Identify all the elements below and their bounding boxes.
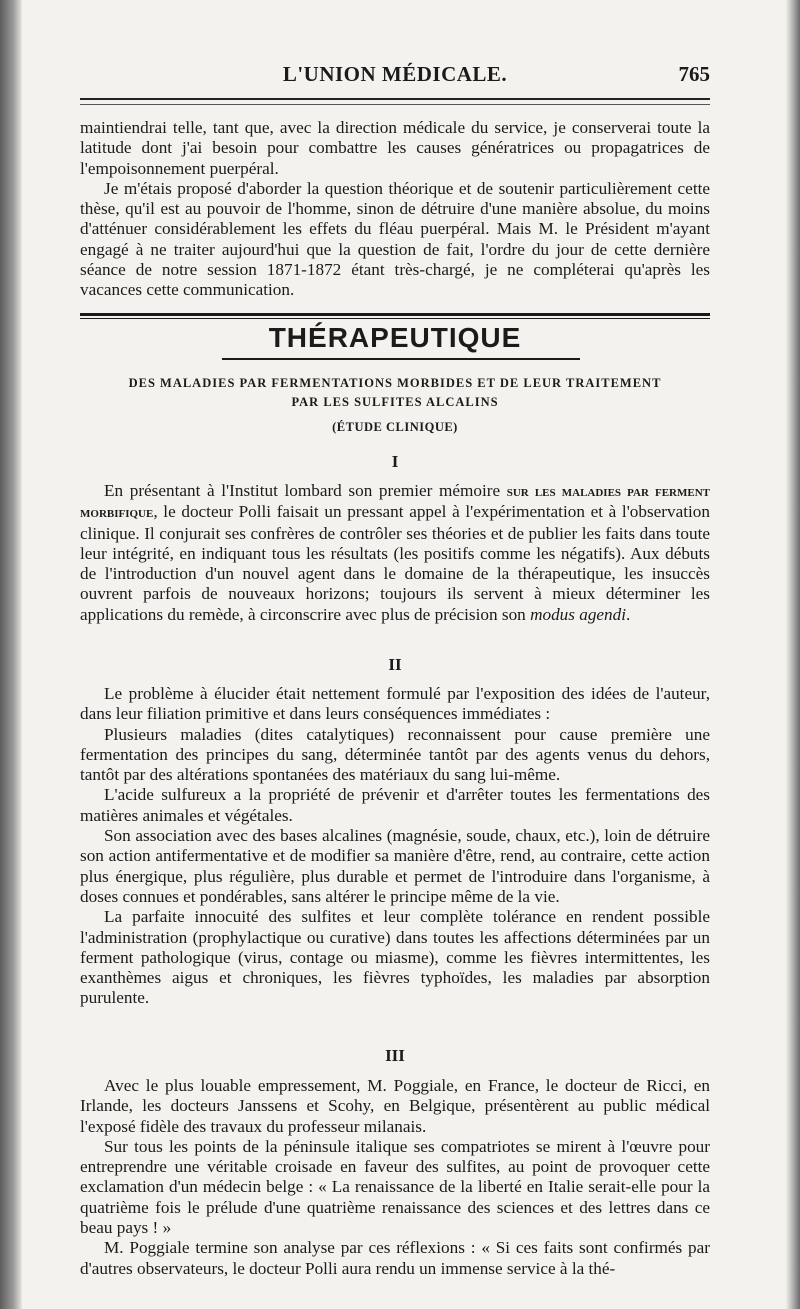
- article-title: [80, 374, 710, 412]
- page-number: 765: [678, 62, 710, 86]
- journal-title: L'UNION MÉDICALE.: [282, 62, 508, 86]
- running-header: [80, 62, 710, 92]
- scan-edge-right: [786, 0, 800, 1309]
- part2-text: [80, 684, 710, 1009]
- section-title-rule: [222, 358, 580, 360]
- part2-paragraph: Plusieurs maladies (dites catalytiques) reconnaissent pour cause première une fermentation des principes du sang, déterminée tantôt par des agents venus du dehors, tantôt par des altérations spontanées des matériaux du sang lui-même.: [80, 724, 710, 785]
- part-numeral: III: [385, 1046, 405, 1065]
- part1-text: [80, 481, 710, 625]
- article-title-line: PAR LES SULFITES ALCALINS: [291, 395, 499, 409]
- part3-text: [80, 1076, 710, 1279]
- section-rule-thin: [80, 318, 710, 319]
- section-rule: [80, 313, 710, 316]
- part1-paragraph: [80, 481, 710, 625]
- header-rule-thin: [80, 104, 710, 105]
- intro-paragraph: Je m'étais proposé d'aborder la question théorique et de soutenir particulièrement cette thèse, qu'il est au pouvoir de l'homme, sinon de détruire d'une manière absolue, du moins d'atténuer considérablement les effets du fléau puerpéral. Mais M. le Président m'ayant engagé à ne traiter aujourd'hui que la question de fait, l'ordre du jour de cette dernière séance de notre session 1871-1872 étant très-chargé, je ne compléterai qu'après les vacances cette communication.: [80, 178, 710, 300]
- part-numeral: II: [388, 655, 402, 674]
- part3-paragraph: Sur tous les points de la péninsule italique ses compatriotes se mirent à l'œuvre pour entreprendre une véritable croisade en faveur des sulfites, au point de provoquer cette exclamation d'un médecin belge : « La renaissance de la liberté en Italie serait-elle pour la quatrième fois le prélude d'une quatrième renaissance des sciences et des lettres dans ce beau pays ! »: [80, 1136, 710, 1238]
- intro-paragraph: maintiendrai telle, tant que, avec la direction médicale du service, je conserverai toute la latitude dont j'ai besoin pour combattre les causes génératrices ou propagatrices de l'empoisonnement puerpéral.: [80, 118, 710, 178]
- text-run: , le docteur Polli faisait un pressant appel à l'expérimentation et à l'observation clinique. Il conjurait ses confrères de contrôler ses théories et de publier les faits dans toute leur intégrité, en indiquant tous les résultats (les positifs comme les négatifs). Aux débuts de l'introduction d'un nouvel agent dans le domaine de la thérapeutique, les insuccès ouvrent parfois de nouveaux horizons; toujours ils servent à mieux déterminer les applications du remède, à circonscrire avec plus de précision son: [80, 502, 710, 624]
- article-title-line: DES MALADIES PAR FERMENTATIONS MORBIDES ET DE LEUR TRAITEMENT: [128, 376, 662, 390]
- part2-paragraph: L'acide sulfureux a la propriété de prévenir et d'arrêter toutes les fermentations des matières animales et végétales.: [80, 785, 710, 825]
- part3-paragraph: Avec le plus louable empressement, M. Poggiale, en France, le docteur de Ricci, en Irlande, les docteurs Janssens et Scohy, en Belgique, présentèrent au public médical l'exposé fidèle des travaux du professeur milanais.: [80, 1076, 710, 1136]
- section-title: THÉRAPEUTIQUE: [268, 322, 522, 353]
- part3-paragraph: M. Poggiale termine son analyse par ces réflexions : « Si ces faits sont confirmés par d'autres observateurs, le docteur Polli aura rendu un immense service à la thé-: [80, 1238, 710, 1278]
- part-numeral: I: [391, 452, 399, 471]
- scan-edge-left: [0, 0, 22, 1309]
- header-rule: [80, 98, 710, 100]
- text-run: .: [626, 604, 631, 624]
- text-run: En présentant à l'Institut lombard son premier mémoire: [104, 481, 507, 500]
- part2-paragraph: Son association avec des bases alcalines (magnésie, soude, chaux, etc.), loin de détruire son action antifermentative et de modifier sa manière d'être, rend, au contraire, cette action plus énergique, plus régulière, plus durable et permet de l'introduire dans l'organisme, à doses connues et pondérables, sans altérer le principe même de la vie.: [80, 826, 710, 906]
- intro-text: [80, 118, 710, 301]
- small-caps-title: sur les maladies par ferment morbifique: [80, 484, 711, 522]
- italic-term: modus agendi: [530, 604, 627, 624]
- part2-paragraph: Le problème à élucider était nettement formulé par l'exposition des idées de l'auteur, dans leur filiation primitive et dans leurs conséquences immédiates :: [80, 684, 710, 724]
- article-subtitle: (ÉTUDE CLINIQUE): [332, 420, 458, 434]
- part2-paragraph: La parfaite innocuité des sulfites et leur complète tolérance en rendent possible l'administration (prophylactique ou curative) dans toutes les affections déterminées par un ferment pathologique (virus, contage ou miasme), comme les fièvres intermittentes, les exanthèmes aigus et chroniques, les fièvres typhoïdes, les maladies par absorption purulente.: [80, 907, 710, 1008]
